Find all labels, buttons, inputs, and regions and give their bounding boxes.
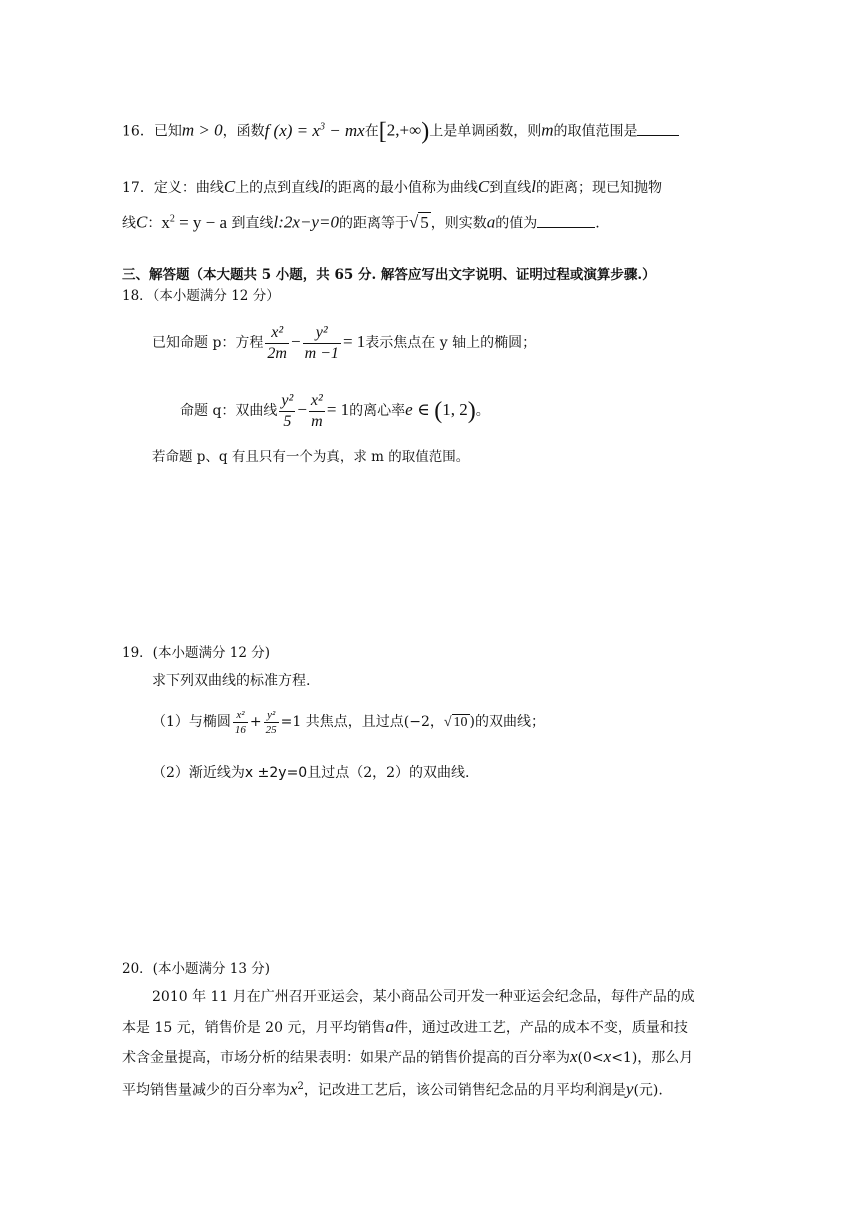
q20-l4-var-y: y	[625, 1079, 634, 1099]
q17-curve-c: C	[223, 177, 236, 196]
q19-p1-eq: =1	[280, 714, 302, 730]
q16-func-exp: 3	[319, 121, 325, 132]
q17-parabola-base: x	[161, 212, 170, 232]
q19-p1-sqrt-value: 10	[453, 715, 468, 730]
q18-q-interval: 1, 2	[442, 400, 468, 419]
q18-q-e: e	[405, 400, 413, 419]
q18-proposition-q	[180, 388, 490, 433]
q18-p-prefix: 已知命题 p：方程	[152, 335, 264, 351]
q18-q-left-paren: (	[434, 398, 443, 424]
q20-l4-exp: 2	[297, 1081, 304, 1092]
question-17-line-2	[122, 208, 600, 235]
q17-text-8: ，则实数	[430, 215, 487, 232]
q16-m-condition: m > 0	[181, 120, 223, 140]
q17-parabola	[161, 213, 227, 232]
q17-text-1: 定义：曲线	[153, 180, 224, 196]
q19-p2-prefix: （2）渐近线为	[152, 765, 245, 781]
q20-l3-c: <1)，那么月	[611, 1050, 694, 1066]
q17-colon: ：	[147, 215, 162, 232]
q18-q-prefix: 命题 q：双曲线	[180, 403, 278, 419]
q16-func-base: f (x) = x	[264, 120, 320, 140]
q17-text-6: 到直线	[231, 215, 274, 232]
q17-line-l: l	[319, 177, 324, 196]
q18-q-f2-den: m	[311, 412, 323, 430]
q17-line-equation: l:2x−y=0	[273, 212, 339, 232]
q17-parabola-exp: 2	[169, 213, 175, 224]
q18-q-mid: 的离心率	[349, 403, 406, 419]
q17-text-9: 的值为	[495, 215, 538, 232]
q18-q-in: ∈	[417, 400, 430, 419]
q16-func-tail: − mx	[324, 120, 365, 140]
q17-line2-a: 线	[122, 215, 136, 232]
q20-l2-var-a: a	[385, 1017, 394, 1036]
q19-p1-sqrt: √ 10	[443, 715, 468, 730]
question-16	[122, 116, 679, 143]
q17-curve-c-2: C	[477, 177, 490, 196]
q18-q-f1-den: 5	[283, 412, 292, 430]
q16-text-4: 上是单调函数，则	[429, 123, 542, 140]
q19-p1-end: )的双曲线；	[469, 714, 546, 730]
q17-line-l-2: l	[531, 177, 536, 196]
q18-q-right-paren: )	[467, 398, 476, 424]
q20-l3-var-x-2: x	[603, 1047, 612, 1066]
q18-p-f2-den: m −1	[304, 344, 339, 362]
q17-text-2: 上的点到直线	[235, 180, 320, 196]
q19-p2-asymptote: x ±2y=0	[244, 765, 308, 781]
q19-intro: 求下列双曲线的标准方程.	[152, 673, 311, 689]
q19-p1-prefix: （1）与椭圆	[152, 714, 231, 730]
q19-p1-f1-den: 16	[234, 723, 246, 736]
q16-number: 16．	[122, 123, 154, 140]
section-3-title: 三、解答题（本大题共 5 小题，共 65 分. 解答应写出文字说明、证明过程或演算步骤.）	[122, 267, 656, 283]
q20-l3-var-x: x	[570, 1047, 578, 1066]
q20-l4-var-x: x	[290, 1079, 298, 1099]
q18-p-eq: = 1	[342, 332, 366, 351]
q20-line-1: 2010 年 11 月在广州召开亚运会，某小商品公司开发一种亚运会纪念品，每件产品的成	[152, 989, 695, 1005]
q16-text-2: ，函数	[222, 123, 265, 140]
q20-l2-a: 本是 15 元，销售价是 20 元，月平均销售	[122, 1020, 386, 1036]
q20-line-3	[122, 1046, 693, 1069]
q18-p-suffix: 表示焦点在 y 轴上的椭圆；	[365, 335, 537, 351]
q18-q-fraction-1	[279, 391, 295, 432]
q16-m: m	[541, 120, 554, 140]
q20-line-4	[122, 1076, 663, 1102]
q19-part-1	[152, 702, 545, 743]
q17-curve-c-3: C	[136, 212, 148, 232]
q19-p1-mid: 共焦点，且过点(−2，	[301, 714, 444, 730]
q19-p1-f1-num: x²	[233, 708, 248, 723]
q18-p-fraction-2	[303, 323, 341, 364]
q19-p1-f2-den: 25	[265, 723, 277, 736]
q18-task: 若命题 p、q 有且只有一个为真，求 m 的取值范围。	[152, 449, 470, 465]
q16-text-3: 在	[364, 123, 379, 140]
q17-answer-blank[interactable]	[537, 213, 595, 228]
q19-p1-fraction-1	[233, 708, 248, 737]
q18-header: 18．（本小题满分 12 分）	[122, 288, 280, 304]
q18-p-fraction-1	[265, 323, 289, 364]
q20-l3-b: (0<	[577, 1050, 604, 1066]
q17-var-a: a	[486, 212, 496, 232]
q17-text-5: 的距离；现已知抛物	[535, 180, 662, 196]
question-17-line-1	[122, 176, 662, 199]
q20-l4-b: ，记改进工艺后，该公司销售纪念品的月平均利润是	[303, 1082, 626, 1099]
q18-p-minus: −	[290, 332, 301, 351]
q16-function	[265, 121, 365, 140]
q17-text-7: 的距离等于	[338, 215, 409, 232]
q18-p-f2-num: y²	[303, 323, 341, 344]
q18-q-end: 。	[475, 403, 490, 419]
q17-sqrt5: √ 5	[408, 212, 429, 232]
q18-q-eq: = 1	[326, 400, 350, 419]
q20-l2-b: 件，通过改进工艺，产品的成本不变，质量和技	[393, 1020, 688, 1036]
q20-l3-a: 术含金量提高，市场分析的结果表明：如果产品的销售价提高的百分率为	[122, 1050, 570, 1066]
q18-p-f1-den: 2m	[267, 344, 287, 362]
q19-part-2	[152, 762, 469, 784]
q16-left-bracket: [	[378, 118, 387, 145]
q16-right-paren: )	[421, 118, 430, 145]
q16-text-1: 已知	[153, 123, 182, 140]
q17-sqrt5-value: 5	[420, 212, 429, 232]
q20-l4-c: (元).	[633, 1082, 663, 1099]
q18-q-minus: −	[297, 400, 307, 419]
q19-p1-f2-num: y²	[264, 708, 279, 723]
q16-answer-blank[interactable]	[637, 121, 679, 136]
q18-proposition-p	[152, 320, 536, 365]
q18-q-f1-num: y²	[279, 391, 295, 412]
q18-p-f1-num: x²	[265, 323, 289, 344]
q20-line-2	[122, 1016, 688, 1039]
q20-l4-a: 平均销售量减少的百分率为	[122, 1082, 290, 1099]
q17-parabola-tail: = y − a	[174, 212, 228, 232]
q17-end: .	[595, 215, 600, 232]
q17-text-3: 的距离的最小值称为曲线	[323, 180, 478, 196]
q17-number: 17．	[122, 180, 154, 196]
q18-q-fraction-2	[309, 391, 325, 432]
q19-p2-end: 且过点（2，2）的双曲线.	[307, 765, 470, 781]
q17-text-4: 到直线	[489, 180, 532, 196]
q16-interval: 2,+∞	[386, 120, 422, 140]
q19-header: 19．(本小题满分 12 分)	[122, 645, 270, 661]
q19-p1-plus: +	[249, 714, 262, 730]
q20-header: 20．(本小题满分 13 分)	[122, 961, 270, 977]
q16-text-5: 的取值范围是	[553, 123, 638, 140]
q19-p1-fraction-2	[264, 708, 279, 737]
q18-q-f2-num: x²	[309, 391, 325, 412]
